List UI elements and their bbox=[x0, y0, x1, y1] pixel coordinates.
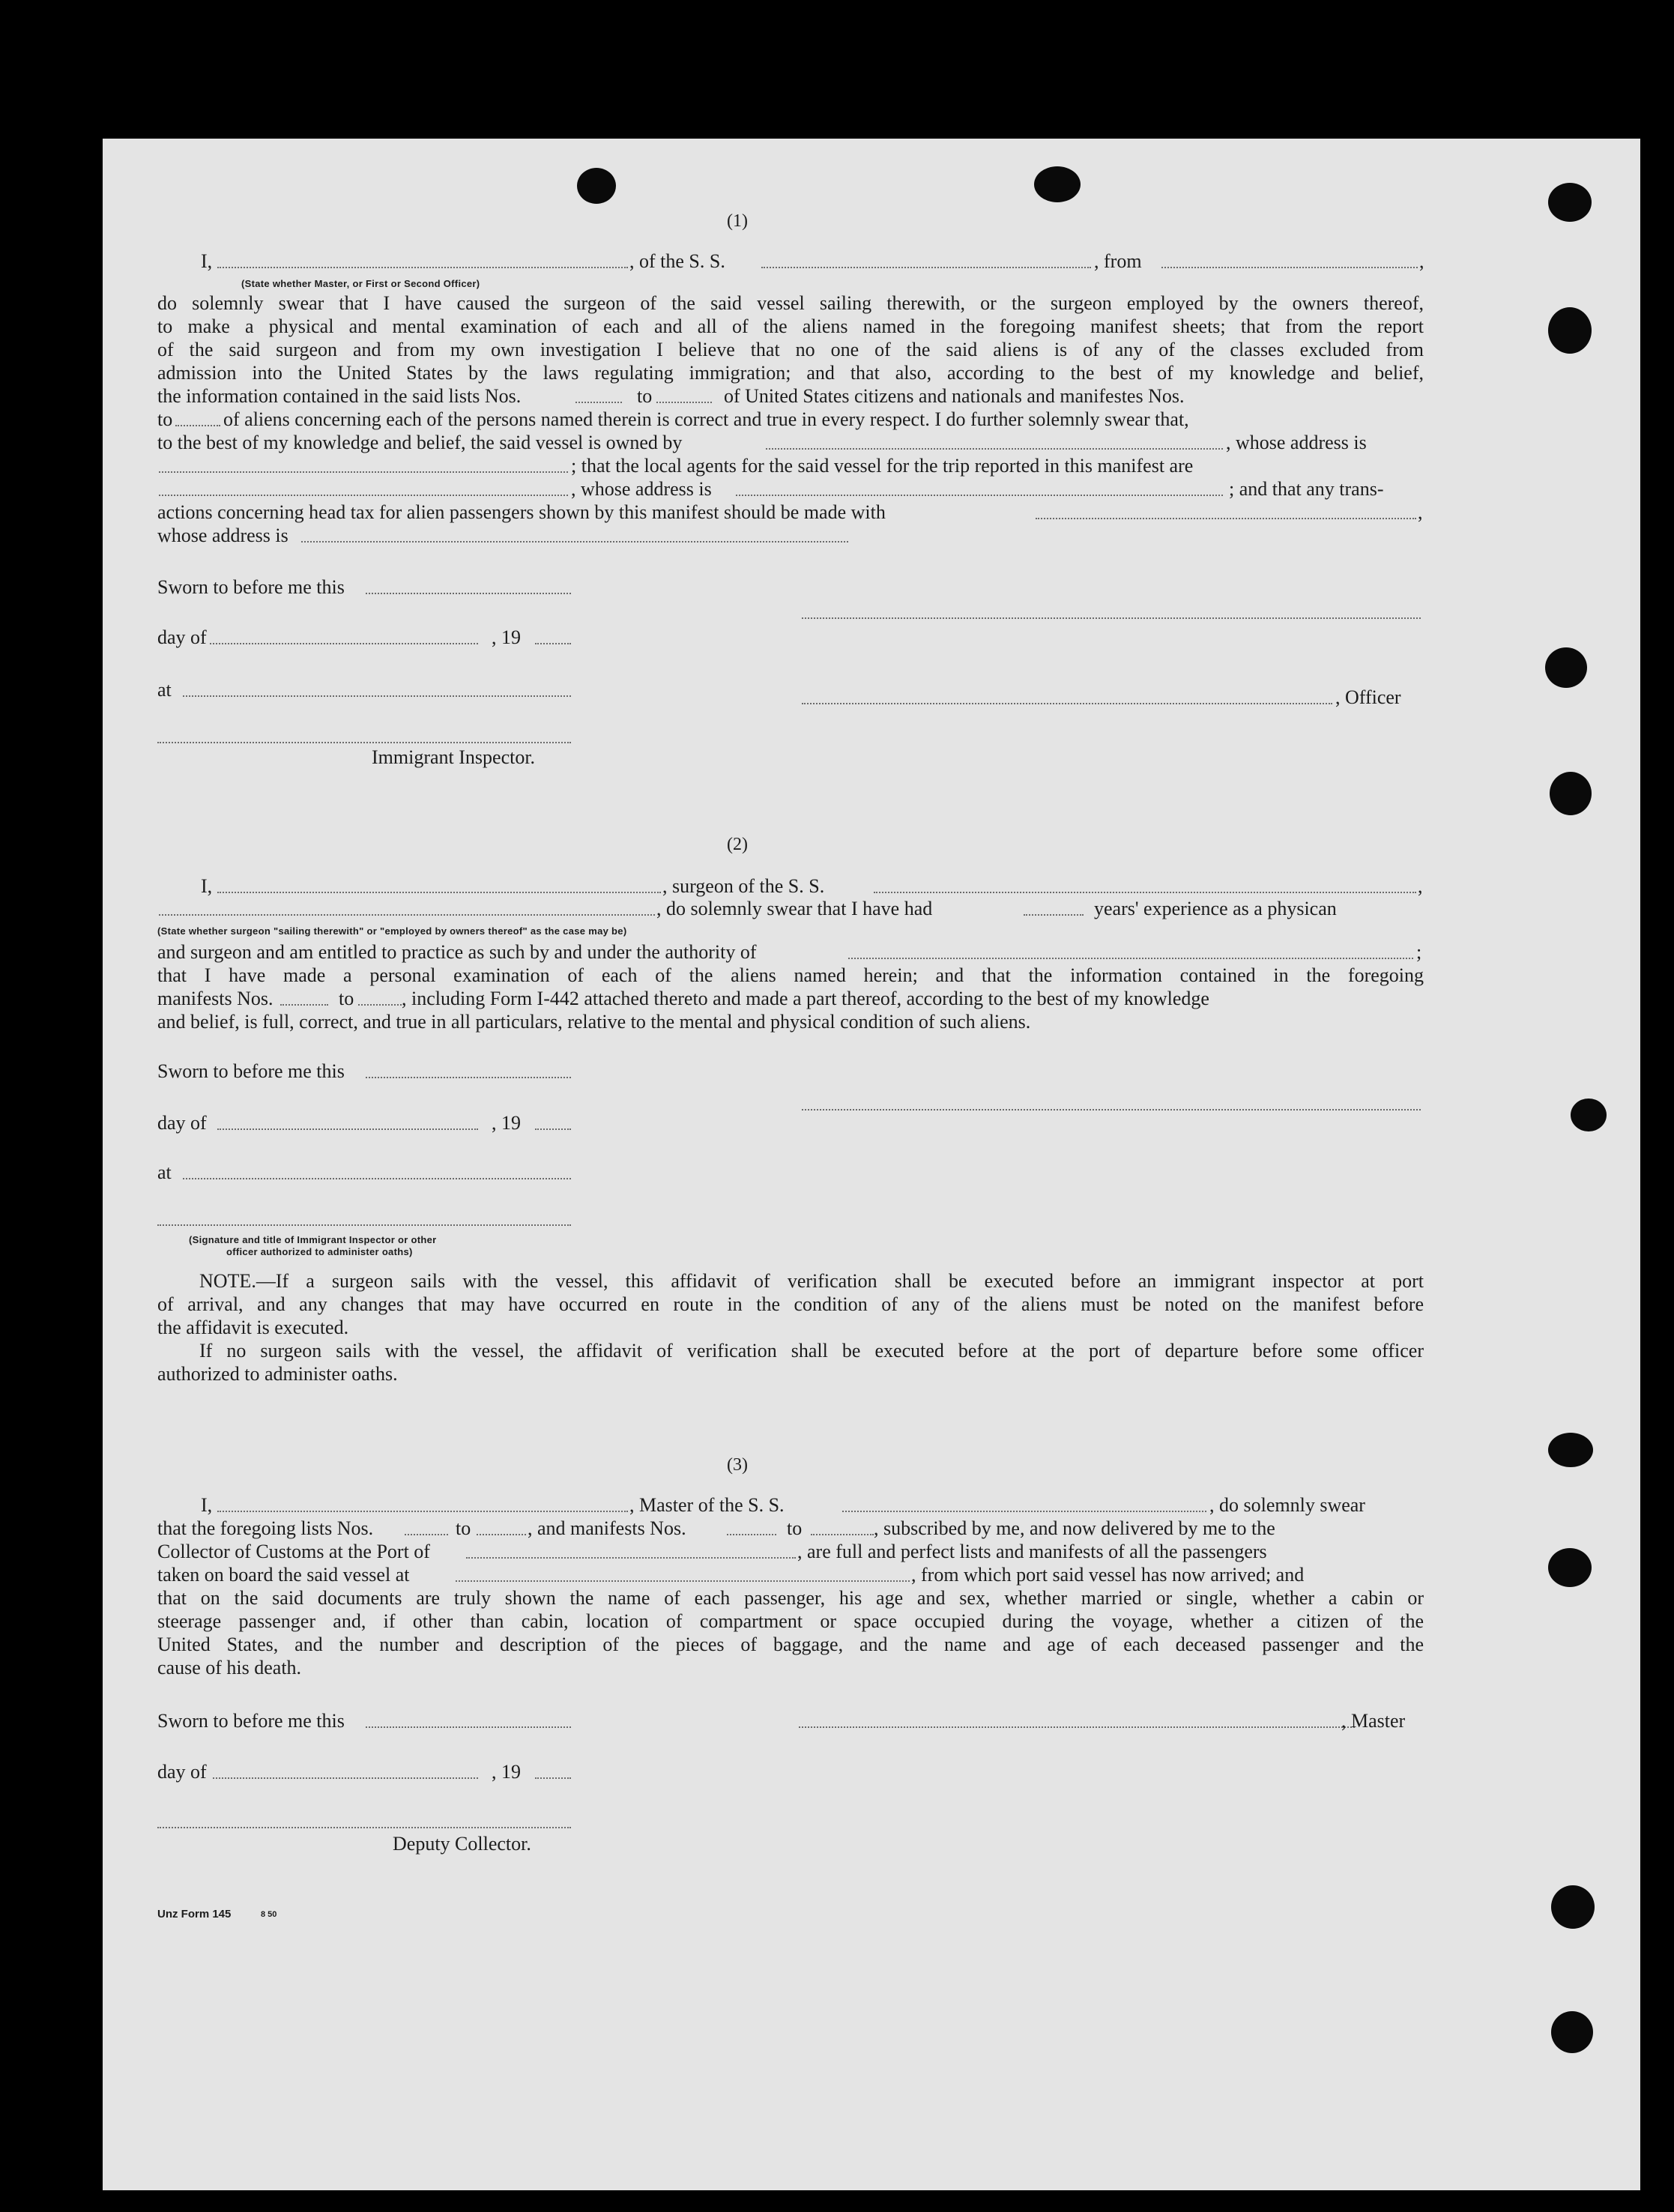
s2-line5c: , including Form I-442 attached thereto and made a part thereof, according to the best of my knowledge bbox=[402, 988, 1209, 1009]
note-line-1: NOTE.—If a surgeon sails with the vessel, this affidavit of verification shall be executed before an immigrant inspector at port bbox=[199, 1270, 1424, 1292]
s3-year-field[interactable] bbox=[535, 1777, 571, 1779]
s1-line12a: whose address is bbox=[157, 525, 288, 546]
s3-line1-master: , Master of the S. S. bbox=[629, 1494, 785, 1516]
punch-hole bbox=[1551, 2011, 1593, 2053]
s2-line5a: manifests Nos. bbox=[157, 988, 274, 1009]
s1-vessel-field[interactable] bbox=[761, 267, 1091, 268]
note-line-3: the affidavit is executed. bbox=[157, 1317, 349, 1338]
s2-signature-field[interactable] bbox=[802, 1109, 1421, 1110]
s1-line1-from: , from bbox=[1094, 250, 1142, 272]
punch-hole bbox=[577, 168, 616, 204]
s2-manifests-to-field[interactable] bbox=[358, 1004, 402, 1006]
punch-hole bbox=[1545, 647, 1587, 688]
s2-line1-comma: , bbox=[1418, 875, 1423, 897]
s1-line1-comma: , bbox=[1419, 250, 1424, 272]
s1-lists-from-field[interactable] bbox=[575, 402, 622, 403]
s1-para-line: of the said surgeon and from my own investigation I believe that no one of the said aliens is of any of the classes excluded from bbox=[157, 339, 1424, 360]
s3-line4a: taken on board the said vessel at bbox=[157, 1564, 410, 1586]
s2-at-label: at bbox=[157, 1161, 172, 1183]
s1-line6a: the information contained in the said lists Nos. bbox=[157, 385, 522, 407]
note-line-4: If no surgeon sails with the vessel, the affidavit of verification shall be executed before at the port of departure before some officer bbox=[199, 1340, 1424, 1362]
s3-year-label: , 19 bbox=[492, 1761, 521, 1783]
section-1-heading: (1) bbox=[727, 211, 748, 231]
s2-sworn-field[interactable] bbox=[366, 1077, 571, 1078]
punch-hole bbox=[1548, 1433, 1593, 1467]
section-3-heading: (3) bbox=[727, 1455, 748, 1475]
s2-vessel-field[interactable] bbox=[874, 892, 1416, 893]
s3-vessel-field[interactable] bbox=[842, 1511, 1206, 1512]
s1-from-field[interactable] bbox=[1161, 267, 1418, 268]
punch-hole bbox=[1034, 166, 1081, 202]
form-code: 8 50 bbox=[261, 1910, 277, 1919]
punch-hole bbox=[1548, 1548, 1592, 1587]
s1-line7b: of aliens concerning each of the persons named therein is correct and true in every respect. I do further solemnly swear that, bbox=[223, 408, 1189, 430]
s1-name-field[interactable] bbox=[217, 267, 628, 268]
s2-authority-field[interactable] bbox=[848, 958, 1413, 959]
s3-manifests-from-field[interactable] bbox=[727, 1534, 776, 1535]
s2-surgeon-note: (State whether surgeon "sailing therewith" or "employed by owners thereof" as the case may be) bbox=[157, 925, 627, 937]
s1-para-line: to make a physical and mental examination of each and all of the aliens named in the foregoing manifest sheets; that from the report bbox=[157, 315, 1424, 337]
s3-para-line: United States, and the number and description of the pieces of baggage, and the name and age of each deceased passenger and the bbox=[157, 1634, 1424, 1655]
s3-line3a: Collector of Customs at the Port of bbox=[157, 1541, 430, 1562]
s1-sworn-field[interactable] bbox=[366, 593, 571, 594]
s3-collector-field[interactable] bbox=[157, 1827, 571, 1828]
s1-line6b: to bbox=[637, 385, 653, 407]
punch-hole bbox=[1551, 1885, 1595, 1929]
s1-agents-address-field[interactable] bbox=[736, 495, 1223, 496]
s3-line4b: , from which port said vessel has now arrived; and bbox=[911, 1564, 1305, 1586]
s3-para-line: that on the said documents are truly shown the name of each passenger, his age and sex, whether married or single, whether a cabin or bbox=[157, 1587, 1424, 1609]
s2-sworn-label: Sworn to before me this bbox=[157, 1060, 345, 1082]
s3-line3b: , are full and perfect lists and manifests of all the passengers bbox=[797, 1541, 1267, 1562]
s2-years-field[interactable] bbox=[1024, 914, 1084, 916]
s2-line3a: and surgeon and am entitled to practice as such by and under the authority of bbox=[157, 941, 757, 963]
s1-officer-label: , Officer bbox=[1335, 686, 1401, 708]
s1-inspector-label: Immigrant Inspector. bbox=[372, 746, 536, 768]
s1-headtax-address-field[interactable] bbox=[301, 541, 848, 543]
s2-inspector-field[interactable] bbox=[157, 1224, 571, 1226]
s1-line1-ss: , of the S. S. bbox=[629, 250, 725, 272]
s1-owner-field[interactable] bbox=[766, 448, 1223, 450]
s3-line2e: , subscribed by me, and now delivered by me to the bbox=[874, 1517, 1275, 1539]
note-line-2: of arrival, and any changes that may have occurred en route in the condition of any of the aliens must be noted on the manifest before bbox=[157, 1293, 1424, 1315]
s2-para-line: that I have made a personal examination of each of the aliens named herein; and that the information contained in the foregoing bbox=[157, 964, 1424, 986]
note-line-5: authorized to administer oaths. bbox=[157, 1363, 398, 1385]
s1-sworn-label: Sworn to before me this bbox=[157, 576, 345, 598]
s2-line3b: ; bbox=[1416, 941, 1422, 963]
s3-sworn-field[interactable] bbox=[366, 1726, 571, 1728]
s3-sworn-label: Sworn to before me this bbox=[157, 1710, 345, 1732]
s3-collector-label: Deputy Collector. bbox=[393, 1833, 531, 1855]
s2-day-field[interactable] bbox=[217, 1128, 478, 1130]
s1-line7a: to bbox=[157, 408, 173, 430]
s1-officer-note: (State whether Master, or First or Second Officer) bbox=[241, 278, 480, 289]
s2-manifests-from-field[interactable] bbox=[280, 1004, 328, 1006]
s1-line1-i: I, bbox=[201, 250, 213, 272]
s1-officer-field[interactable] bbox=[802, 703, 1332, 704]
s3-line1-swear: , do solemnly swear bbox=[1209, 1494, 1365, 1516]
s3-boarded-at-field[interactable] bbox=[456, 1580, 910, 1582]
s2-at-field[interactable] bbox=[183, 1178, 571, 1179]
s1-lists-to-field[interactable] bbox=[656, 402, 712, 403]
s1-para-line: do solemnly swear that I have caused the surgeon of the said vessel sailing therewith, or the surgeon employed by the owners thereof, bbox=[157, 292, 1424, 314]
section-2-heading: (2) bbox=[727, 835, 748, 854]
s2-year-field[interactable] bbox=[535, 1128, 571, 1130]
s3-manifests-to-field[interactable] bbox=[811, 1534, 874, 1535]
s3-line2d: to bbox=[787, 1517, 803, 1539]
punch-hole bbox=[1548, 183, 1592, 222]
s1-line8b: , whose address is bbox=[1226, 432, 1367, 453]
s2-surgeon-type-field[interactable] bbox=[159, 914, 655, 916]
s3-port-field[interactable] bbox=[466, 1557, 796, 1559]
s2-dayof-label: day of bbox=[157, 1112, 207, 1134]
punch-hole bbox=[1571, 1099, 1607, 1131]
s1-line11a: actions concerning head tax for alien passengers shown by this manifest should be made with bbox=[157, 501, 886, 523]
s1-inspector-field[interactable] bbox=[157, 742, 571, 743]
s3-dayof-label: day of bbox=[157, 1761, 207, 1783]
s2-line1-ss: , surgeon of the S. S. bbox=[662, 875, 825, 897]
s3-line2c: , and manifests Nos. bbox=[528, 1517, 686, 1539]
s1-para-line: admission into the United States by the laws regulating immigration; and that also, according to the best of my knowledge and belief, bbox=[157, 362, 1424, 384]
punch-hole bbox=[1548, 307, 1592, 354]
s2-line1-i: I, bbox=[201, 875, 213, 897]
s3-lists-from-field[interactable] bbox=[405, 1534, 448, 1535]
s2-line6: and belief, is full, correct, and true in all particulars, relative to the mental and physical condition of such aliens. bbox=[157, 1011, 1031, 1033]
s2-line2b: years' experience as a physican bbox=[1094, 898, 1337, 919]
form-number: Unz Form 145 bbox=[157, 1908, 232, 1921]
s3-master-sign-field[interactable] bbox=[799, 1726, 1355, 1728]
s3-name-field[interactable] bbox=[217, 1511, 628, 1512]
s1-at-field[interactable] bbox=[183, 695, 571, 697]
s1-line10b: ; and that any trans- bbox=[1229, 478, 1384, 500]
s1-signature-field[interactable] bbox=[802, 617, 1421, 619]
s1-year-field[interactable] bbox=[535, 643, 571, 644]
s2-sig-note-1: (Signature and title of Immigrant Inspector or other bbox=[189, 1234, 437, 1245]
s1-line9a: ; that the local agents for the said vessel for the trip reported in this manifest are bbox=[571, 455, 1194, 477]
s2-line2a: , do solemnly swear that I have had bbox=[656, 898, 933, 919]
s1-manifests-to-field[interactable] bbox=[175, 425, 220, 426]
s2-line5b: to bbox=[339, 988, 354, 1009]
s1-headtax-field[interactable] bbox=[1036, 518, 1416, 519]
s1-agents-field[interactable] bbox=[159, 495, 568, 496]
s1-owner-address-field[interactable] bbox=[159, 471, 568, 473]
s3-para-line: steerage passenger and, if other than cabin, location of compartment or space occupied during the voyage, whether a citizen of the bbox=[157, 1610, 1424, 1632]
s1-line8a: to the best of my knowledge and belief, the said vessel is owned by bbox=[157, 432, 683, 453]
s2-sig-note-2: officer authorized to administer oaths) bbox=[226, 1246, 413, 1257]
s3-line8: cause of his death. bbox=[157, 1657, 302, 1678]
s3-line1-i: I, bbox=[201, 1494, 213, 1516]
s3-line2b: to bbox=[456, 1517, 471, 1539]
s2-year-label: , 19 bbox=[492, 1112, 521, 1134]
s1-at-label: at bbox=[157, 679, 172, 701]
s1-year-label: , 19 bbox=[492, 626, 521, 648]
punch-hole bbox=[1550, 772, 1592, 815]
s3-lists-to-field[interactable] bbox=[477, 1534, 526, 1535]
s1-line11b: , bbox=[1418, 501, 1423, 523]
s3-day-field[interactable] bbox=[213, 1777, 478, 1779]
s2-name-field[interactable] bbox=[217, 892, 661, 893]
s1-line6c: of United States citizens and nationals and manifestes Nos. bbox=[724, 385, 1185, 407]
s3-master-label: , Master bbox=[1341, 1710, 1406, 1732]
s1-dayof-label: day of bbox=[157, 626, 207, 648]
s1-line10a: , whose address is bbox=[571, 478, 712, 500]
s3-line2a: that the foregoing lists Nos. bbox=[157, 1517, 374, 1539]
s1-day-field[interactable] bbox=[210, 643, 478, 644]
